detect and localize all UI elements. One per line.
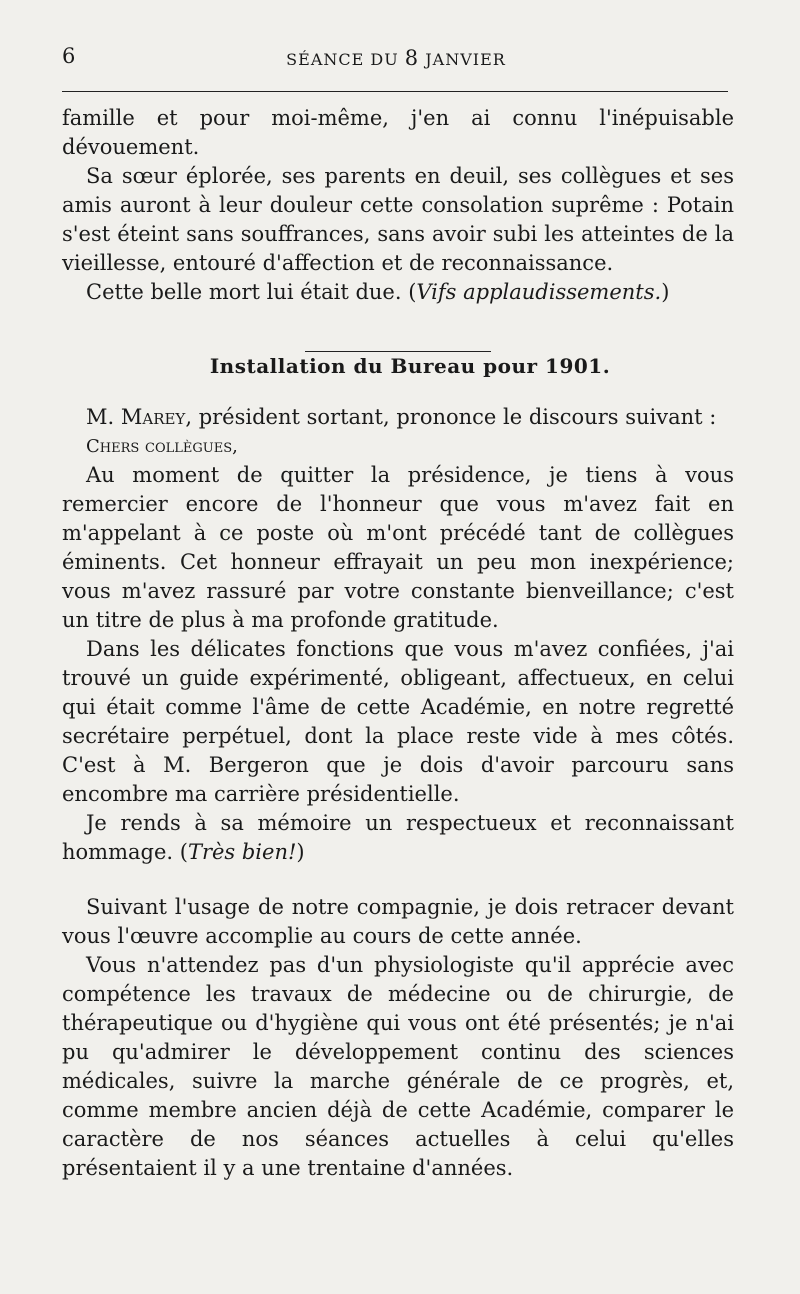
tres-bien-note: Très bien! [187,840,297,864]
paragraph-closing [62,278,734,307]
page-number: 6 [62,44,76,68]
speech-paragraph-5: Vous n'attendez pas d'un physiologiste qu'il apprécie avec compétence les travaux de médecine ou de chirurgie, de thérapeutique ou d'hygiène qui vous ont été présentés; je n'ai pu qu'admirer le développement continu des sciences médicales, suivre la marche générale de ce progrès, et, comme membre ancien déjà de cette Académie, comparer le caractère de nos séances actuelles à celui qu'elles présentaient il y a une trentaine d'années. [62,953,734,1180]
running-title-day: 8 [404,46,420,70]
homage-text: Je rends à sa mémoire un respectueux et reconnaissant hommage. ( [62,811,734,864]
speaker-name: M. Marey [86,405,186,429]
speech-intro-text: , président sortant, prononce le discours suivant : [185,405,717,429]
closing-paren: ) [661,280,670,304]
speech-paragraph-2: Dans les délicates fonctions que vous m'avez confiées, j'ai trouvé un guide expérimenté, obligeant, affectueux, en celui qui était comme l'âme de cette Académie, en notre regretté secrétaire perpétuel, dont la place reste vide à mes côtés. C'est à M. Bergeron que je dois d'avoir parcouru sans encombre ma carrière présidentielle. [62,637,734,806]
running-title-prefix: SÉANCE DU [286,50,405,69]
running-title-suffix: JANVIER [419,50,506,69]
homage-paren: ) [296,840,305,864]
applause-note: Vifs applaudissements. [416,280,662,304]
section-title: Installation du Bureau pour 1901. [209,354,611,378]
paragraph-continuation: famille et pour moi-même, j'en ai connu l'inépuisable dévouement. [62,106,734,159]
header-rule [62,91,728,92]
running-title [62,46,730,70]
speech-paragraph-1: Au moment de quitter la présidence, je tiens à vous remercier encore de l'honneur que vous m'avez fait en m'appelant à ce poste où m'ont précédé tant de collègues éminents. Cet honneur effrayait un peu mon inexpérience; vous m'avez rassuré par votre constante bienveillance; c'est un titre de plus à ma profonde gratitude. [62,463,734,632]
paragraph-sister: Sa sœur éplorée, ses parents en deuil, ses collègues et ses amis auront à leur douleur cette consolation suprême : Potain s'est éteint sans souffrances, sans avoir subi les atteintes de la vieillesse, entouré d'affection et de reconnaissance. [62,164,734,275]
closing-text: Cette belle mort lui était due. ( [86,280,417,304]
speech-intro [62,403,734,432]
page-header [62,44,730,74]
speech-paragraph-3 [62,809,734,867]
salutation: Chers collègues, [86,436,238,457]
page-body [62,104,734,1183]
speech-paragraph-4: Suivant l'usage de notre compagnie, je dois retracer devant vous l'œuvre accomplie au cours de cette année. [62,895,734,948]
